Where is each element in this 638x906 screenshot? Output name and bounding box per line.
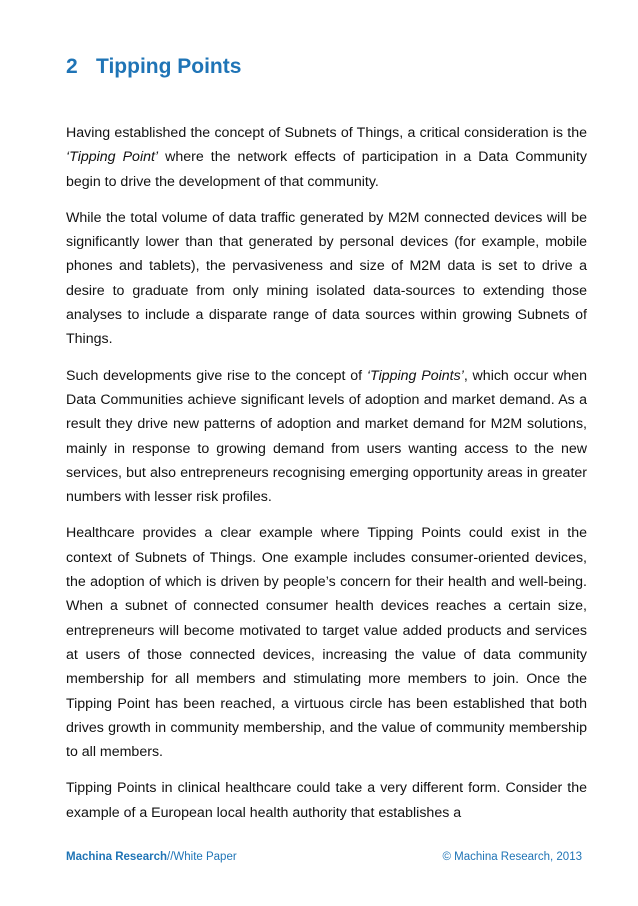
paragraph-4: Healthcare provides a clear example where Tipping Points could exist in the context of Subnets of Things. One example includes consumer-oriented devices, the adoption of which is driven by people’s concern for their health and well-being. When a subnet of connected consumer health devices reaches a certain size, entrepreneurs will become motivated to target value added products and services at users of those connected devices, increasing the value of data community membership for all members and stimulating more members to join. Once the Tipping Point has been reached, a virtuous circle has been established that both drives growth in community membership, and the value of community membership to all members. xyxy=(66,525,587,761)
emphasis-tipping-points: ‘Tipping Points’ xyxy=(366,367,464,384)
footer-doc-type: White Paper xyxy=(173,851,237,863)
footer-left xyxy=(66,850,237,864)
paragraph-3: Such developments give rise to the concept of ‘Tipping Points’, which occur when Data Communities achieve significant levels of adoption and market demand. As a result they drive new patterns of adoption and market demand for M2M solutions, mainly in response to growing demand from users wanting access to the new services, but also entrepreneurs recognising emerging opportunity areas in greater numbers with lesser risk profiles. xyxy=(66,367,587,506)
paragraph-1: Having established the concept of Subnets of Things, a critical consideration is the ‘Tipping Point’ where the network effects of participation in a Data Community begin to drive the development of that community. xyxy=(66,125,587,190)
paragraph-2: While the total volume of data traffic generated by M2M connected devices will be significantly lower than that generated by personal devices (for example, mobile phones and tablets), the pervasiveness and size of M2M data is set to drive a desire to graduate from only mining isolated data-sources to extending those analyses to include a disparate range of data sources within growing Subnets of Things. xyxy=(66,209,587,348)
emphasis-tipping-point: ‘Tipping Point’ xyxy=(66,149,159,166)
paragraph-5: Tipping Points in clinical healthcare could take a very different form. Consider the example of a European local health authority that establishes a xyxy=(66,780,587,821)
section-title: Tipping Points xyxy=(96,55,242,78)
section-number: 2 xyxy=(66,55,78,78)
footer-brand: Machina Research xyxy=(66,851,167,863)
footer-separator: // xyxy=(167,851,174,863)
footer-copyright: © Machina Research, 2013 xyxy=(442,851,582,863)
section-heading xyxy=(66,55,241,79)
body-text xyxy=(66,121,587,837)
